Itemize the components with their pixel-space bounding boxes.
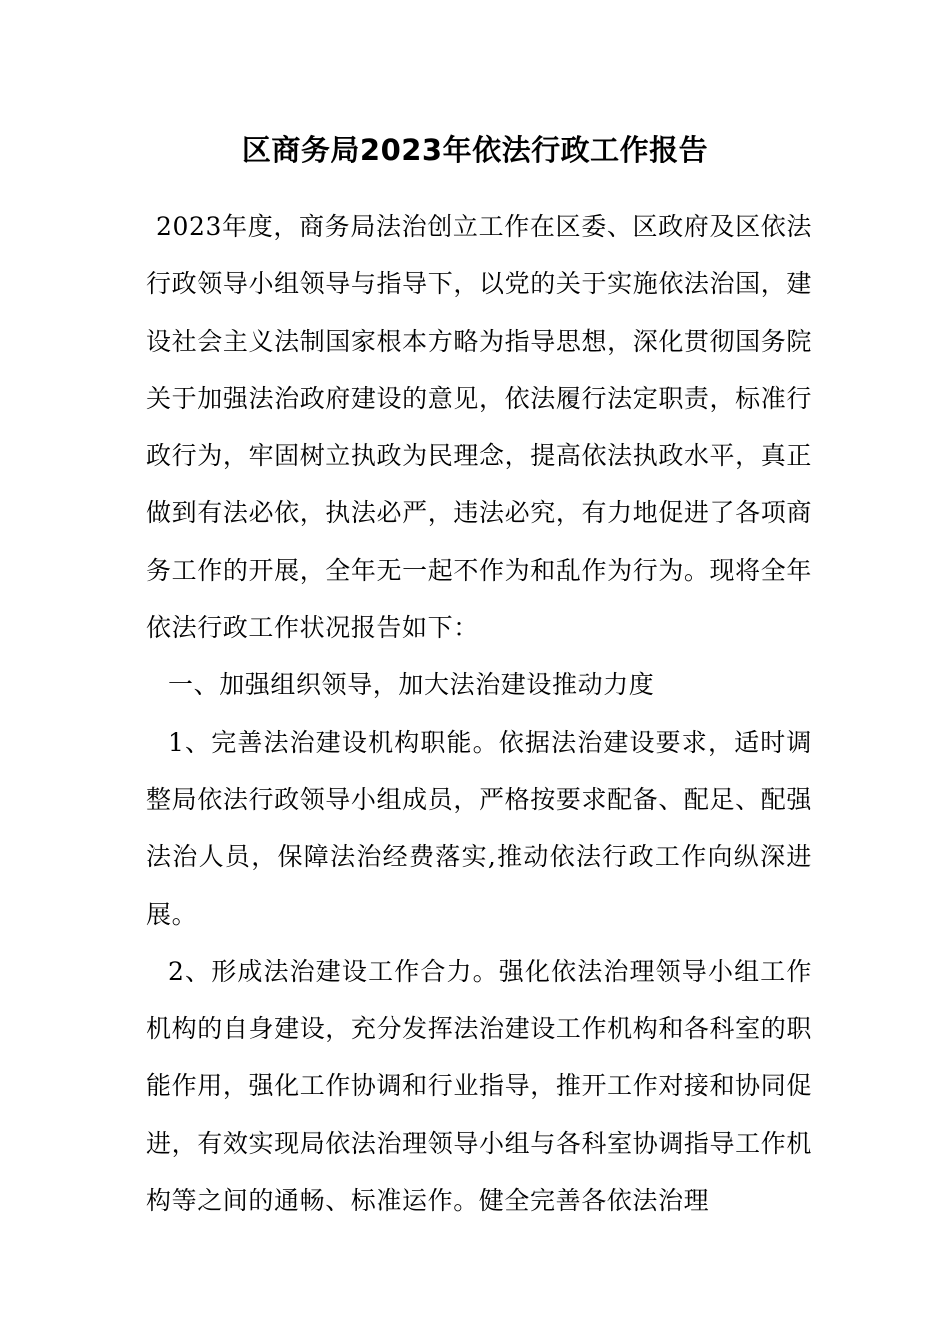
item-paragraph-2: 2、形成法治建设工作合力。强化依法治理领导小组工作机构的自身建设，充分发挥法治建设工作机构和各科室的职能作用，强化工作协调和行业指导，推开工作对接和协同促进，有效实现局依法治理领导小组与各科室协调指导工作机构等之间的通畅、标准运作。健全完善各依法治理 [146, 956, 812, 1216]
section-heading-1: 一、加强组织领导，加大法治建设推动力度 [168, 670, 655, 700]
intro-paragraph: 2023年度，商务局法治创立工作在区委、区政府及区依法行政领导小组领导与指导下，以党的关于实施依法治国，建设社会主义法制国家根本方略为指导思想，深化贯彻国务院关于加强法治政府建设的意见，依法履行法定职责，标准行政行为，牢固树立执政为民理念，提高依法执政水平，真正做到有法必依，执法必严，违法必究，有力地促进了各项商务工作的开展，全年无一起不作为和乱作为行为。现将全年依法行政工作状况报告如下： [146, 212, 812, 643]
document-body [146, 198, 812, 1229]
document-title: 区商务局2023年依法行政工作报告 [241, 133, 709, 167]
item-paragraph-1: 1、完善法治建设机构职能。依据法治建设要求，适时调整局依法行政领导小组成员，严格按要求配备、配足、配强法治人员，保障法治经费落实,推动依法行政工作向纵深进展。 [146, 727, 812, 929]
